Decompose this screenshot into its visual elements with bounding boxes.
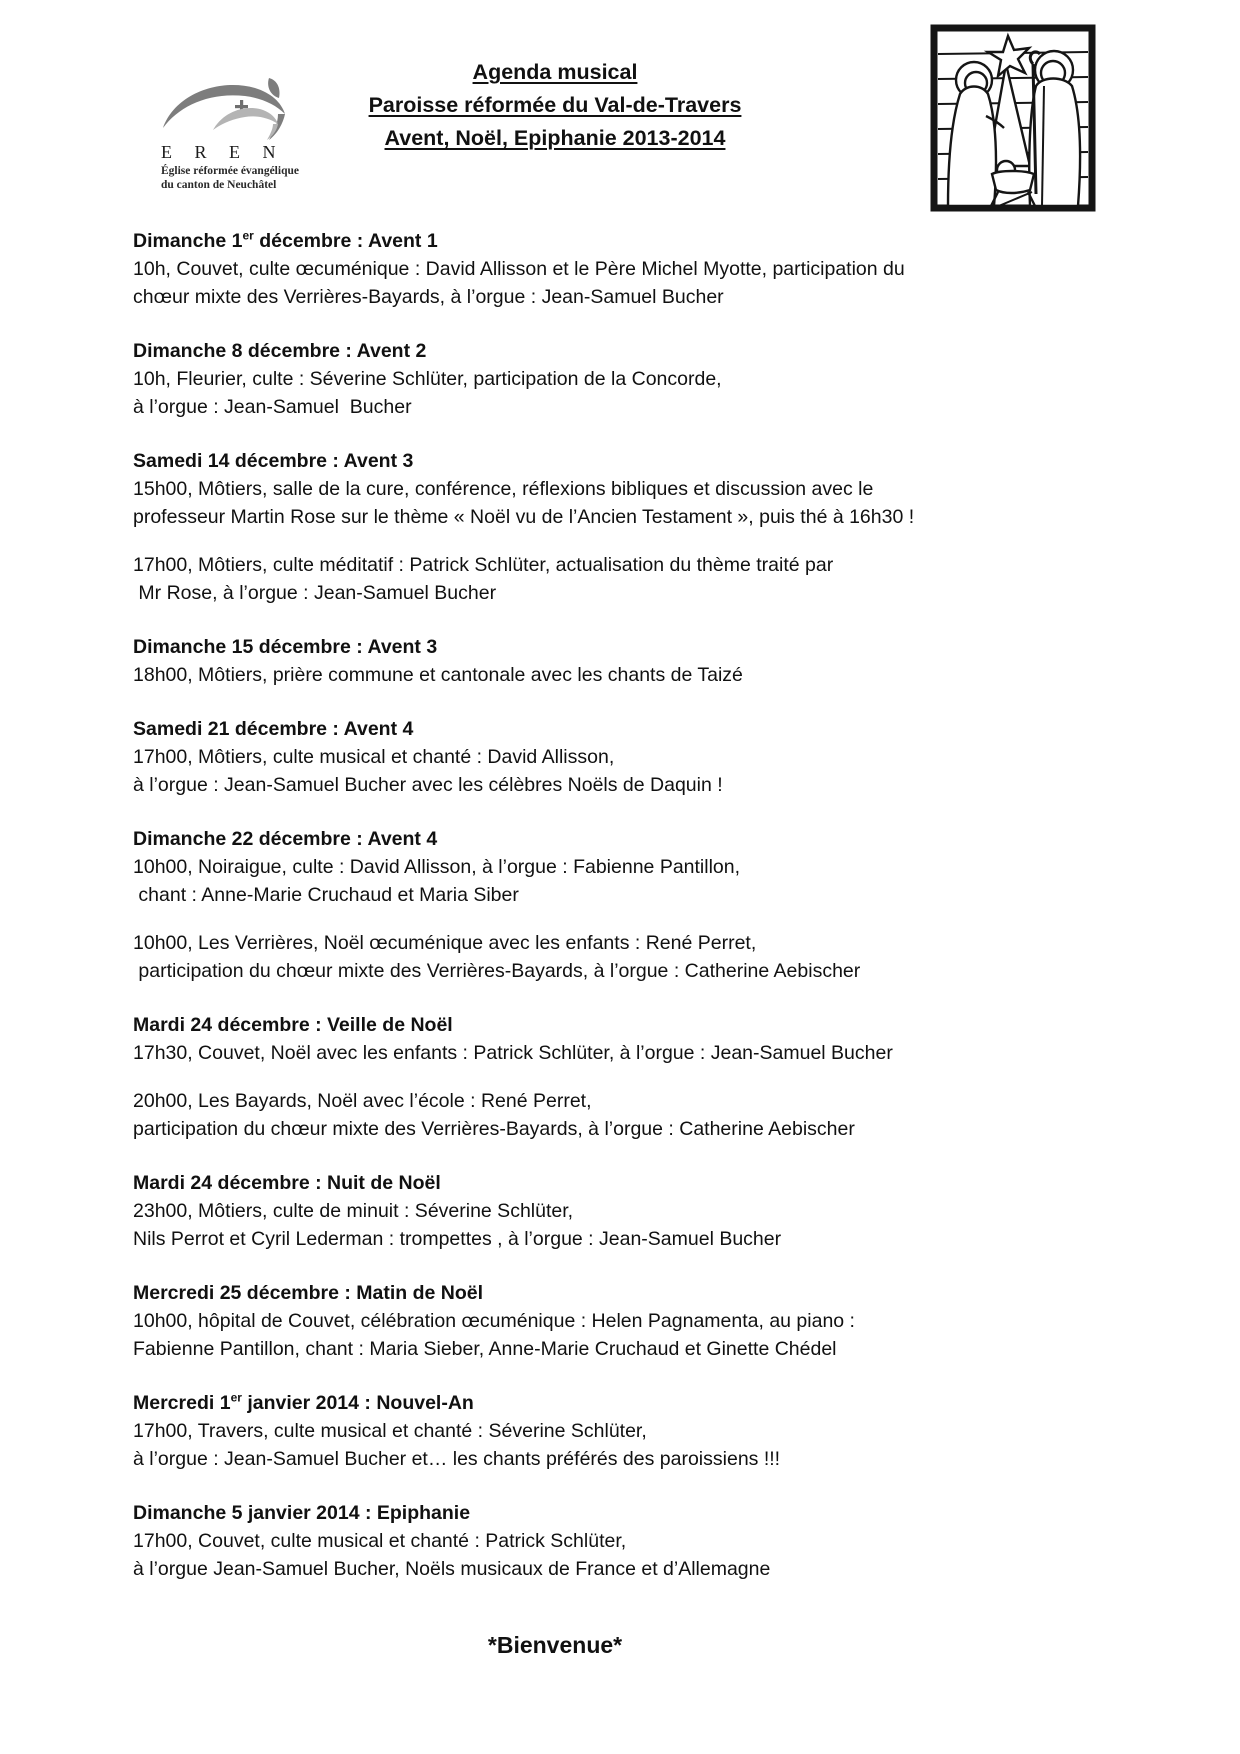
event-details: 10h, Fleurier, culte : Séverine Schlüter, participation de la Concorde, à l’orgue : Jean-Samuel Bucher	[133, 368, 722, 418]
event-details: 15h00, Môtiers, salle de la cure, conférence, réflexions bibliques et discussion avec le professeur Martin Rose sur le thème « Noël vu de l’Ancien Testament », puis thé à 16h30 !	[133, 478, 915, 528]
event-details: 23h00, Môtiers, culte de minuit : Séverine Schlüter, Nils Perrot et Cyril Lederman : trompettes , à l’orgue : Jean-Samuel Bucher	[133, 1200, 782, 1250]
title-line-3: Avent, Noël, Epiphanie 2013-2014	[384, 126, 726, 150]
ordinal-superscript: er	[230, 1390, 242, 1405]
event-heading: Dimanche 5 janvier 2014 : Epiphanie	[133, 1502, 471, 1524]
event-details: 17h00, Travers, culte musical et chanté : Séverine Schlüter, à l’orgue : Jean-Samuel Bucher et… les chants préférés des paroissiens !!!	[133, 1420, 781, 1470]
welcome-text: *Bienvenue*	[487, 1632, 623, 1658]
nativity-scene-icon	[930, 24, 1096, 212]
event-heading: Dimanche 8 décembre : Avent 2	[133, 340, 427, 362]
event-section	[133, 227, 1118, 311]
event-details: 18h00, Môtiers, prière commune et cantonale avec les chants de Taizé	[133, 664, 743, 686]
event-details: 10h, Couvet, culte œcuménique : David Allisson et le Père Michel Myotte, participation du chœur mixte des Verrières-Bayards, à l’orgue : Jean-Samuel Bucher	[133, 258, 905, 308]
event-section	[133, 1169, 1118, 1253]
event-section	[133, 1389, 1118, 1473]
event-section	[133, 1011, 1118, 1143]
event-section	[133, 447, 1118, 607]
event-section	[133, 337, 1118, 421]
event-heading: Samedi 14 décembre : Avent 3	[133, 450, 414, 472]
event-section	[133, 1499, 1118, 1583]
document-titles	[150, 56, 960, 155]
logo-subtitle-line2: du canton de Neuchâtel	[161, 179, 277, 191]
event-section	[133, 715, 1118, 799]
event-details: 17h00, Couvet, culte musical et chanté : Patrick Schlüter, à l’orgue Jean-Samuel Bucher, Noëls musicaux de France et d’Allemagne	[133, 1530, 771, 1580]
nativity-image	[930, 24, 1096, 212]
event-details: 10h00, Les Verrières, Noël œcuménique avec les enfants : René Perret, participation du chœur mixte des Verrières-Bayards, à l’orgue : Catherine Aebischer	[133, 932, 861, 982]
event-details: 17h00, Môtiers, culte méditatif : Patrick Schlüter, actualisation du thème traité par Mr Rose, à l’orgue : Jean-Samuel Bucher	[133, 554, 834, 604]
event-details: 10h00, Noiraigue, culte : David Allisson, à l’orgue : Fabienne Pantillon, chant : Anne-Marie Cruchaud et Maria Siber	[133, 856, 741, 906]
title-line-1: Agenda musical	[472, 60, 638, 84]
event-heading: Mercredi 25 décembre : Matin de Noël	[133, 1282, 484, 1304]
ordinal-superscript: er	[242, 228, 254, 243]
event-heading: Samedi 21 décembre : Avent 4	[133, 718, 414, 740]
event-details: 17h30, Couvet, Noël avec les enfants : Patrick Schlüter, à l’orgue : Jean-Samuel Bucher	[133, 1042, 893, 1064]
event-heading: Mardi 24 décembre : Veille de Noël	[133, 1014, 453, 1036]
event-details: 10h00, hôpital de Couvet, célébration œcuménique : Helen Pagnamenta, au piano : Fabienne Pantillon, chant : Maria Sieber, Anne-Marie Cruchaud et Ginette Chédel	[133, 1310, 855, 1360]
event-section	[133, 1279, 1118, 1363]
event-section	[133, 633, 1118, 689]
event-heading: Dimanche 1er décembre : Avent 1	[133, 228, 438, 252]
event-details: 20h00, Les Bayards, Noël avec l’école : René Perret, participation du chœur mixte des Verrières-Bayards, à l’orgue : Catherine Aebischer	[133, 1090, 855, 1140]
event-heading: Mardi 24 décembre : Nuit de Noël	[133, 1172, 441, 1194]
event-section	[133, 825, 1118, 985]
event-heading: Dimanche 22 décembre : Avent 4	[133, 828, 438, 850]
logo-subtitle-line1: Église réformée évangélique	[161, 165, 299, 177]
sections	[133, 227, 1118, 1583]
event-details: 17h00, Môtiers, culte musical et chanté : David Allisson, à l’orgue : Jean-Samuel Bucher avec les célèbres Noëls de Daquin !	[133, 746, 723, 796]
event-heading: Mercredi 1er janvier 2014 : Nouvel-An	[133, 1390, 474, 1414]
logo-acronym: E R E N	[161, 142, 285, 162]
title-line-2: Paroisse réformée du Val-de-Travers	[368, 93, 742, 117]
event-heading: Dimanche 15 décembre : Avent 3	[133, 636, 438, 658]
